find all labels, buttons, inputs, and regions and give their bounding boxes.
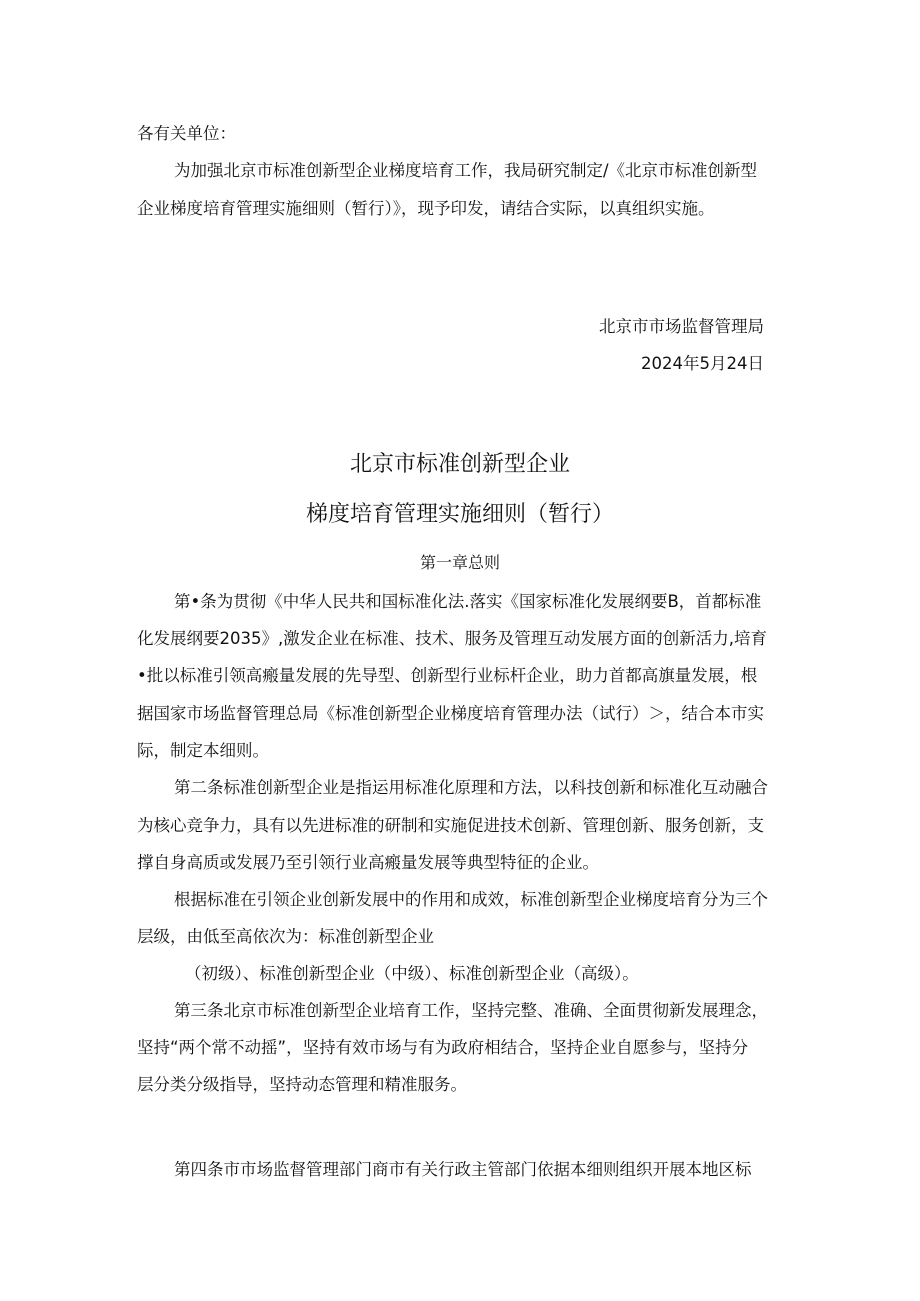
- article2-line-3: 撑自身高质或发展乃至引领行业高瘢量发展等典型特征的企业。: [137, 853, 599, 872]
- article2-para2-line-2: 层级，由低至高依次为：标准创新型企业: [137, 927, 434, 946]
- notice-body-line-1: 为加强北京市标准创新型企业梯度培育工作，我局研究制定/《北京市标准创新型: [174, 161, 758, 180]
- article1-line-2: 化发展纲要2035》,激发企业在标准、技术、服务及管理互动发展方面的创新活力,培育: [137, 629, 767, 648]
- chapter-heading: 第一章总则: [419, 553, 500, 572]
- article3-line-3: 层分类分级指导，坚持动态管理和精准服务。: [137, 1075, 467, 1094]
- article2-para2-line-3: （初级）、标准创新型企业（中级）、标准创新型企业（高级）。: [185, 964, 639, 983]
- notice-body-line-2: 企业梯度培育管理实施细则（暂行）》，现予印发，请结合实际，以真组织实施。: [137, 199, 715, 218]
- issue-date: 2024年5月24日: [641, 354, 764, 373]
- issuer-name: 北京市市场监督管理局: [599, 317, 764, 336]
- article3-line-1: 第三条北京市标准创新型企业培育工作，坚持完整、准确、全面贯彻新发展理念，: [174, 1001, 768, 1020]
- article1-line-1: 第•条为贯彻《中华人民共和国标准化法.落实《国家标准化发展纲要B，首都标准: [174, 592, 762, 611]
- salutation: 各有关单位：: [137, 124, 236, 143]
- article3-line-2: 坚持“两个常不动摇”，坚持有效市场与有为政府相结合，坚持企业自愿参与，坚持分: [137, 1038, 749, 1057]
- document-title-line-1: 北京市标准创新型企业: [349, 452, 570, 477]
- article2-para2-line-1: 根据标准在引领企业创新发展中的作用和成效，标准创新型企业梯度培育分为三个: [174, 890, 768, 909]
- article2-line-2: 为核心竞争力，具有以先进标准的研制和实施促进技术创新、管理创新、服务创新，支: [137, 816, 764, 835]
- document-title-line-2: 梯度培育管理实施细则（暂行）: [305, 502, 614, 527]
- article2-line-1: 第二条标准创新型企业是指运用标准化原理和方法，以科技创新和标准化互动融合: [174, 778, 768, 797]
- article1-line-4: 据国家市场监督管理总局《标准创新型企业梯度培育管理办法（试行）＞，结合本市实: [137, 704, 764, 723]
- article1-line-3: •批以标准引领高瘢量发展的先导型、创新型行业标杆企业，助力首都高旗量发展，根: [137, 666, 758, 685]
- article4-line-1: 第四条市市场监督管理部门商市有关行政主管部门依据本细则组织开展本地区标: [174, 1160, 752, 1179]
- article1-line-5: 际，制定本细则。: [137, 741, 269, 760]
